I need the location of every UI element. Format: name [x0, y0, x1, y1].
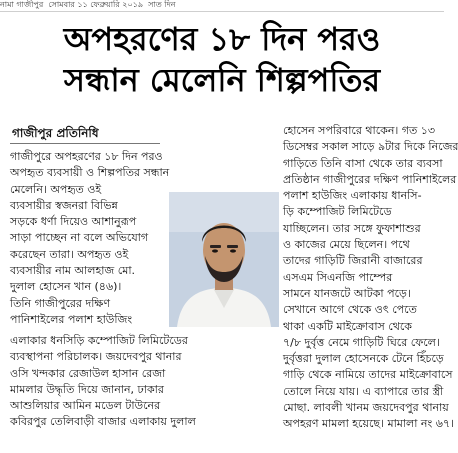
byline: গাজীপুর প্রতিনিধি [12, 126, 99, 140]
article-line: দুলাল হোসেন খান (৪৬)। [10, 280, 122, 294]
portrait-image [169, 192, 279, 327]
article-line: ব্যবস্থাপনা পরিচালক। জয়দেবপুর থানার [10, 350, 182, 364]
article-line: কবিরপুর তেলিবাড়ী বাজার এলাকায় দুলাল [10, 415, 196, 429]
article-line: হোসেন সপরিবারে থাকেন। গত ১৩ [283, 124, 436, 137]
article-line: ডিসেম্বর সকাল সাড়ে ৯টার দিকে নিজের [283, 140, 458, 154]
article-line: মোছা. লাবলী খানম জয়দেবপুর থানায় [283, 401, 449, 415]
article-line: পানিশাইলের পলাশ হাউজিং [10, 312, 133, 326]
article-line: এলাকার ধনসিড়ি কম্পোজিট লিমিটেডের [10, 334, 188, 347]
article-line: তাদের গাড়িটি জিরানী বাজারের [283, 254, 423, 268]
article-line: গাজীপুরে অপহরণের ১৮ দিন পরও [10, 150, 163, 163]
article-line: ও কাজের মেয়ে ছিলেন। পথে [283, 238, 410, 252]
headline-line-2: সন্ধান মেলেনি শিল্পপতির [63, 61, 381, 99]
headline-line-1: অপহরণের ১৮ দিন পরও [63, 20, 381, 58]
article-line: সেখানে আগে থেকে ওৎ পেতে [283, 303, 417, 317]
article-line: মামলার উদ্ধৃতি দিয়ে জানান, ঢাকার [10, 382, 164, 396]
article-line: গাড়ি থেকে নামিয়ে তাদের মাইক্রোবাসে [283, 368, 453, 382]
article-column-left [10, 149, 170, 328]
article-line: অপহরণ মামলা হয়েছে। মামালা নং ৬৭। [283, 417, 454, 431]
article-line: ব্যবসায়ীর নাম আলহাজ মো. [10, 264, 136, 278]
article-line: মেলেনি। অপহৃত ওই [10, 182, 102, 196]
article-line: পলাশ হাউজিং এলাকায় ধানসি- [283, 189, 422, 203]
article-line: করেছেন তারা। অপহৃত ওই [10, 247, 129, 261]
article-column-right [283, 123, 458, 433]
article-line: দুর্বৃত্তরা দুলাল হোসেনকে টেনে হিঁচড়ে [283, 352, 444, 366]
article-line: সড়কে ধর্ণা দিয়েও আশানুরূপ [10, 215, 137, 229]
article-line: এসএম সিএনজি পাম্পের [283, 270, 393, 284]
article-column-bottom [10, 333, 270, 431]
portrait-photo [169, 192, 279, 327]
article-line: ৭/৮ দুর্বৃত্ত নেমে গাড়িটি ঘিরে ফেলে। [283, 335, 440, 349]
byline-divider [10, 143, 160, 144]
article-line: তোলে নিয়ে যায়। এ ব্যাপারে তার স্ত্রী [283, 384, 444, 398]
article-line: ওসি খন্দকার রেজাউল হাসান রেজা [10, 366, 166, 380]
headline [0, 20, 444, 100]
article-line: তিনি গাজীপুরের দক্ষিণ [10, 296, 110, 310]
article-line: গাড়িতে তিনি বাসা থেকে তার ব্যবসা [283, 156, 443, 170]
article-line: থাকা একটি মাইক্রোবাস থেকে [283, 319, 413, 333]
masthead-strip: নামা গাজীপুর ‍ ‍সোমবার ১১ ফেব্রুয়ারি ২০১৯ ‍ সাত দিন [0, 0, 444, 12]
article-line: ড়ি কম্পোজিট লিমিটেডে [283, 205, 392, 219]
article-line: সামনে যানজটে আটকা পড়ে। [283, 286, 411, 300]
article-line: প্রতিষ্ঠান গাজীপুরের দক্ষিণ পানিশাইলের [283, 172, 457, 186]
article-line: সাড়া পাচ্ছেন না বলে অভিযোগ [10, 231, 149, 245]
article-line: অপহৃত ব্যবসায়ী ও শিল্পপতির সন্ধান [10, 166, 170, 180]
article-line: ব্যবসায়ীর স্বজনরা বিভিন্ন [10, 198, 118, 212]
article-line: যাচ্ছিলেন। তার সঙ্গে ফুফাশাশুর [283, 221, 421, 235]
article-line: আশুলিয়ার আমিন মডেল টাউনের [10, 399, 161, 413]
